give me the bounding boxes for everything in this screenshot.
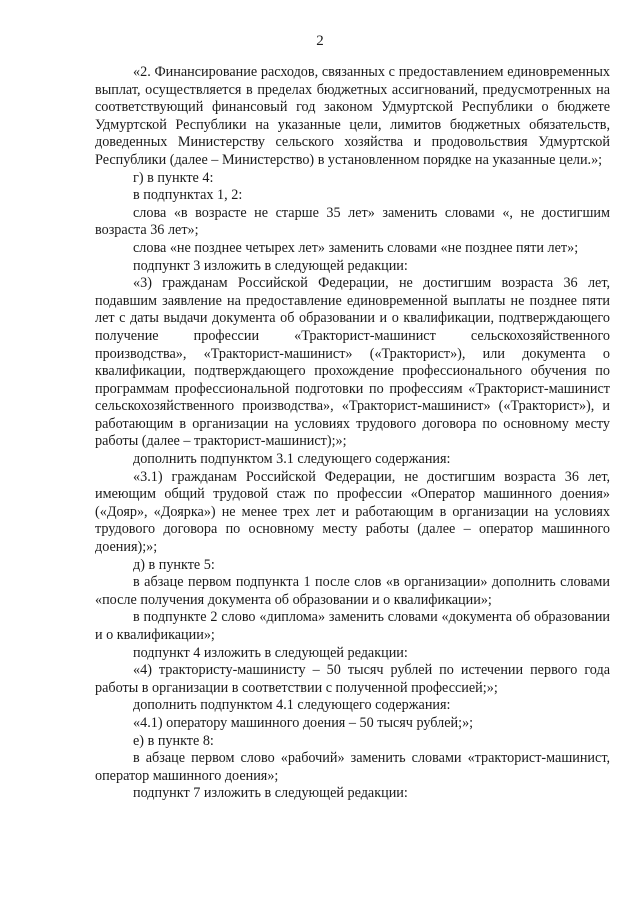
paragraph: в абзаце первом подпункта 1 после слов «в организации» дополнить словами «после получения документа об образовании и о квалификации»; — [95, 574, 610, 608]
paragraph: слова «не позднее четырех лет» заменить словами «не позднее пяти лет»; — [133, 239, 579, 256]
paragraph: «3.1) гражданам Российской Федерации, не достигшим возраста 36 лет, имеющим общий трудовой стаж по профессии «Оператор машинного доения» («Дояр», «Доярка») не менее трех лет и работающим в организации на условиях трудового договора по основному месту работы (далее – оператор машинного доения);»; — [95, 468, 610, 556]
paragraph: слова «в возрасте не старше 35 лет» заменить словами «, не достигшим возраста 36 лет»; — [95, 204, 610, 239]
document-body — [95, 64, 610, 803]
paragraph: подпункт 7 изложить в следующей редакции: — [133, 785, 408, 802]
paragraph: в подпунктах 1, 2: — [133, 187, 243, 204]
page-number: 2 — [316, 33, 324, 49]
paragraph: дополнить подпунктом 4.1 следующего содержания: — [133, 697, 451, 714]
paragraph: «3) гражданам Российской Федерации, не достигшим возраста 36 лет, подавшим заявление на предоставление единовременной выплаты не позднее пяти лет с даты выдачи документа об образовании и о квалификации, подтверждающего получение профессии «Тракторист-машинист сельскохозяйственного производства», «Тракторист-машинист» («Тракторист»), или документа о квалификации, подтверждающего прохождение профессионального обучения по программам профессиональной подготовки по профессиям «Тракторист-машинист сельскохозяйственного производства», «Тракторист-машинист» («Тракторист»), и работающим в организации на условиях трудового договора по основному месту работы (далее – тракторист-машинист);»; — [95, 275, 610, 450]
paragraph: в подпункте 2 слово «диплома» заменить словами «документа об образовании и о квалификации»; — [95, 609, 610, 643]
paragraph: подпункт 4 изложить в следующей редакции: — [133, 644, 408, 661]
paragraph: «4) трактористу-машинисту – 50 тысяч рублей по истечении первого года работы в организации в соответствии с полученной профессией;»; — [95, 662, 610, 696]
paragraph: дополнить подпунктом 3.1 следующего содержания: — [133, 451, 451, 468]
paragraph: «4.1) оператору машинного доения – 50 тысяч рублей;»; — [133, 714, 474, 731]
paragraph: г) в пункте 4: — [133, 169, 214, 186]
paragraph: д) в пункте 5: — [133, 556, 215, 573]
paragraph: в абзаце первом слово «рабочий» заменить словами «тракторист-машинист, оператор машинного доения»; — [95, 750, 610, 784]
paragraph: «2. Финансирование расходов, связанных с предоставлением единовременных выплат, осуществляется в пределах бюджетных ассигнований, предусмотренных на соответствующий финансовый год законом Удмуртской Республики о бюджете Удмуртской Республики на указанные цели, лимитов бюджетных обязательств, доведенных Министерству сельского хозяйства и продовольствия Удмуртской Республики (далее – Министерство) в установленном порядке на указанные цели.»; — [95, 64, 610, 168]
paragraph: е) в пункте 8: — [133, 732, 214, 749]
paragraph: подпункт 3 изложить в следующей редакции: — [133, 257, 408, 274]
